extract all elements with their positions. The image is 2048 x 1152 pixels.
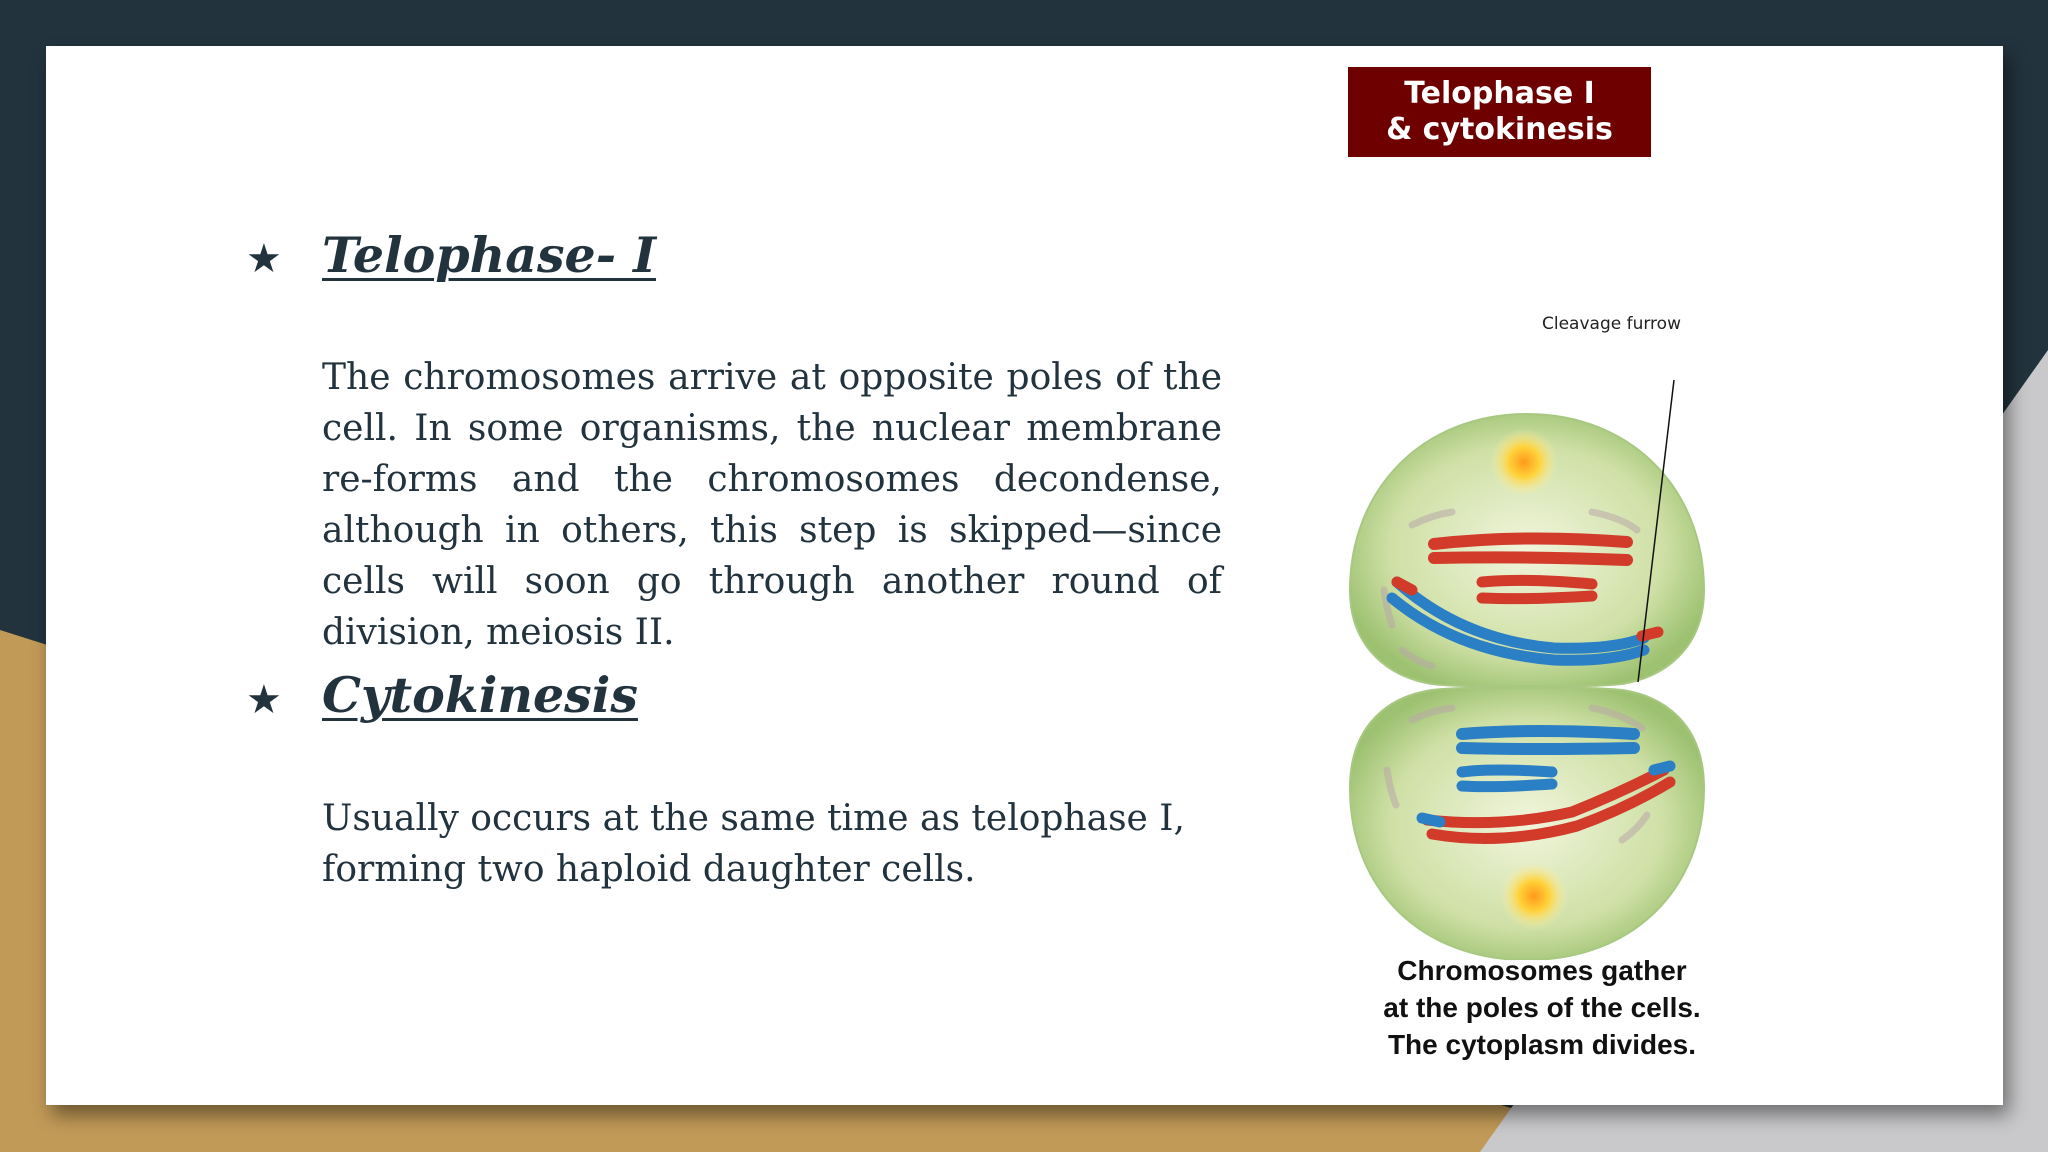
slide bbox=[46, 46, 2003, 1105]
caption-line1: Chromosomes gather bbox=[1397, 955, 1687, 986]
centrosome-top bbox=[1490, 428, 1558, 496]
centrosome-bottom bbox=[1500, 862, 1568, 930]
paragraph-cytokinesis: Usually occurs at the same time as telophase I, forming two haploid daughter cells. bbox=[322, 798, 1185, 890]
cleavage-furrow-label: Cleavage furrow bbox=[1542, 314, 1681, 334]
heading-cytokinesis: Cytokinesis bbox=[322, 666, 638, 724]
phase-label-line1: Telophase I bbox=[1404, 76, 1595, 111]
star-bullet-icon: ★ bbox=[246, 236, 282, 282]
caption-line3: The cytoplasm divides. bbox=[1387, 1029, 1697, 1060]
paragraph-telophase: The chromosomes arrive at opposite poles of the cell. In some organisms, the nuclear membrane re-forms and the chromosomes decondense, although in others, this step is skipped—since cells will soon go through another round of division, meiosis II. bbox=[322, 357, 1222, 653]
caption-line2: at the poles of the cells. bbox=[1383, 992, 1701, 1023]
figure-caption bbox=[1292, 952, 1792, 1063]
heading-telophase: Telophase- I bbox=[322, 226, 657, 284]
phase-label-line2: & cytokinesis bbox=[1386, 112, 1613, 147]
phase-label bbox=[1348, 67, 1651, 157]
cell-division-diagram bbox=[1292, 300, 1762, 960]
star-bullet-icon: ★ bbox=[246, 677, 282, 723]
